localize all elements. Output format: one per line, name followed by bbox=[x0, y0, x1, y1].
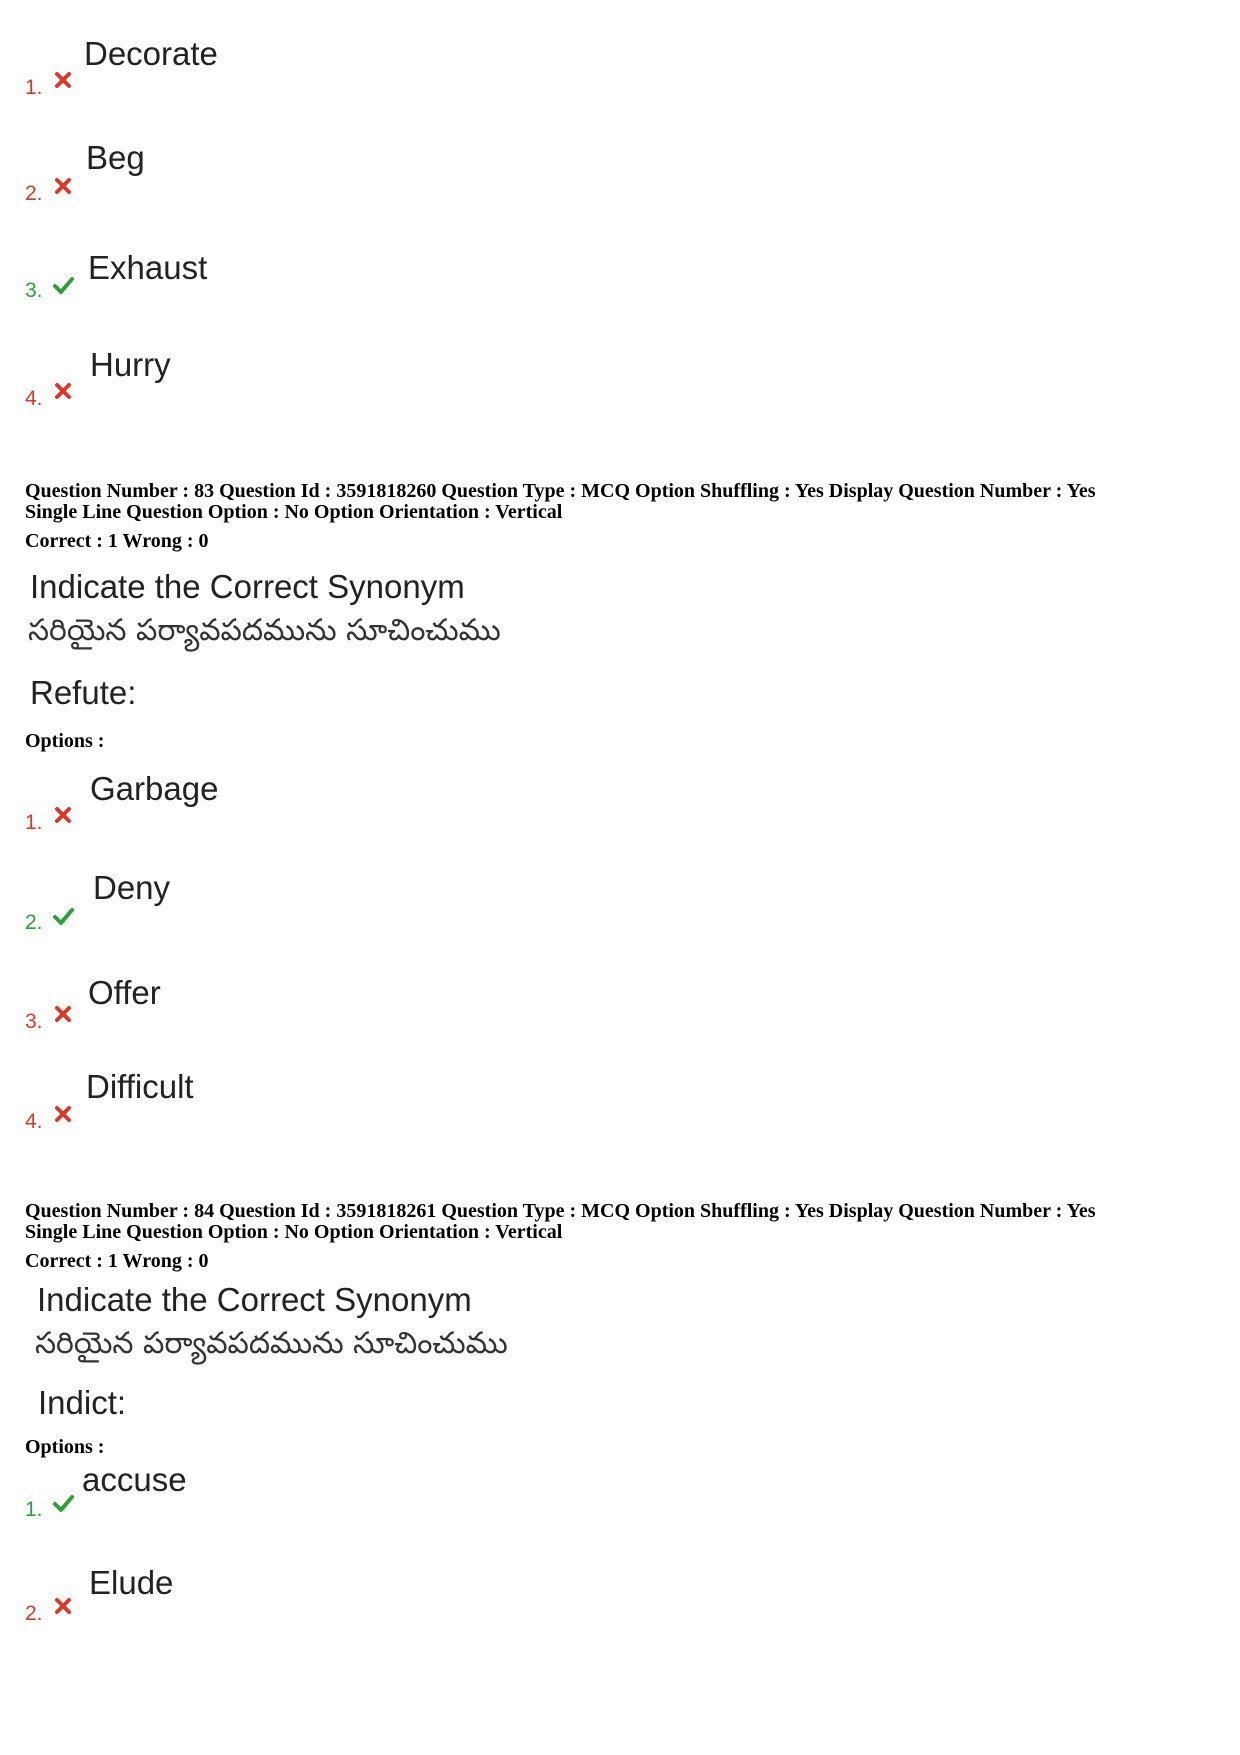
cross-icon bbox=[52, 1103, 74, 1125]
checkmark-icon bbox=[52, 1492, 74, 1514]
option-text: Difficult bbox=[86, 1068, 194, 1105]
option-text: Exhaust bbox=[88, 249, 208, 286]
cross-icon bbox=[52, 69, 74, 91]
option-number: 2. bbox=[25, 911, 43, 934]
marks-line: Correct : 1 Wrong : 0 bbox=[25, 530, 209, 552]
marks-line: Correct : 1 Wrong : 0 bbox=[25, 1250, 209, 1272]
option-number: 1. bbox=[25, 811, 43, 834]
question-word: Refute: bbox=[30, 674, 137, 711]
cross-icon bbox=[52, 380, 74, 402]
cross-icon bbox=[52, 1595, 74, 1617]
question-word: Indict: bbox=[38, 1384, 127, 1421]
question-instruction: Indicate the Correct Synonym bbox=[37, 1281, 472, 1318]
cross-icon bbox=[52, 804, 74, 826]
question-instruction-telugu: సరియైన పర్యావపదమును సూచించుము bbox=[35, 1326, 508, 1361]
cross-icon bbox=[52, 175, 74, 197]
option-number: 1. bbox=[25, 76, 43, 99]
option-text: Deny bbox=[93, 869, 171, 906]
question-instruction-telugu: సరియైన పర్యావపదమును సూచించుము bbox=[28, 613, 501, 648]
checkmark-icon bbox=[52, 274, 74, 296]
option-number: 3. bbox=[25, 1010, 43, 1033]
question-meta-line: Question Number : 83 Question Id : 3591818260 Question Type : MCQ Option Shuffling : Yes Display Question Number : Yes bbox=[25, 480, 1096, 502]
option-number: 3. bbox=[25, 279, 43, 302]
option-text: Hurry bbox=[90, 346, 171, 383]
checkmark-icon bbox=[52, 905, 74, 927]
option-text: accuse bbox=[82, 1461, 187, 1498]
option-text: Garbage bbox=[90, 770, 219, 807]
option-number: 2. bbox=[25, 182, 43, 205]
question-instruction: Indicate the Correct Synonym bbox=[30, 568, 465, 605]
option-text: Offer bbox=[88, 974, 161, 1011]
options-heading: Options : bbox=[25, 1436, 105, 1458]
question-meta-line: Single Line Question Option : No Option Orientation : Vertical bbox=[25, 501, 563, 523]
option-text: Elude bbox=[89, 1564, 174, 1601]
cross-icon bbox=[52, 1003, 74, 1025]
option-number: 4. bbox=[25, 1110, 43, 1133]
question-meta-line: Question Number : 84 Question Id : 3591818261 Question Type : MCQ Option Shuffling : Yes Display Question Number : Yes bbox=[25, 1200, 1096, 1222]
option-text: Decorate bbox=[84, 35, 218, 72]
option-number: 1. bbox=[25, 1498, 43, 1521]
option-number: 4. bbox=[25, 387, 43, 410]
option-number: 2. bbox=[25, 1602, 43, 1625]
option-text: Beg bbox=[86, 139, 145, 176]
question-meta-line: Single Line Question Option : No Option Orientation : Vertical bbox=[25, 1221, 563, 1243]
options-heading: Options : bbox=[25, 730, 105, 752]
